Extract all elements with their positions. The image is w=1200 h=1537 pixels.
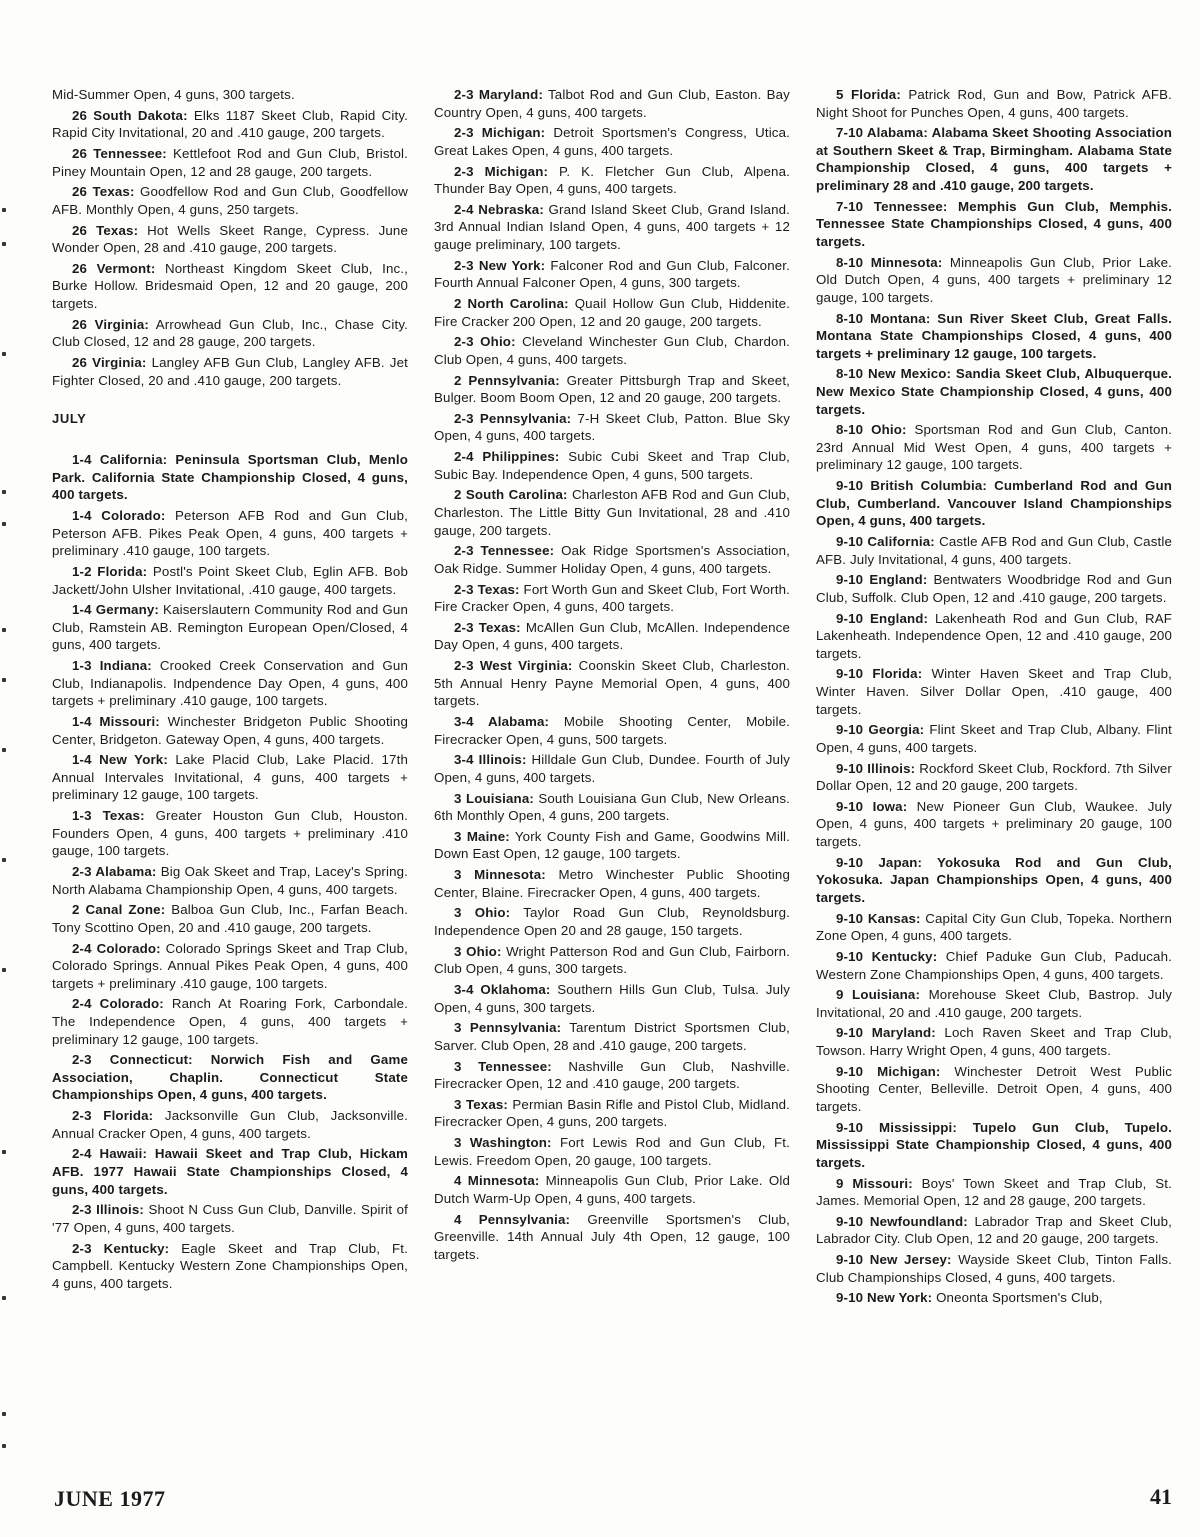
event-date-state: 3 Minnesota: [454,867,546,883]
event-details: Fort Worth Gun and Skeet Club, Fort Worth. Fire Cracker Open, 4 guns, 400 targets. [434,581,790,615]
event-listing [52,1240,408,1293]
event-details: Sandia Skeet Club, Albuquerque. New Mexico State Championship Closed, 4 guns, 400 targets. [816,366,1172,417]
event-listing [434,1058,790,1093]
event-details: Permian Basin Rifle and Pistol Club, Midland. Firecracker Open, 4 guns, 200 targets. [434,1096,790,1130]
event-date-state: 2-4 Colorado: [72,996,164,1012]
event-details: Crooked Creek Conservation and Gun Club, Indianapolis. Indpendence Day Open, 4 guns, 400 targets + preliminary .410 gauge, 100 targets. [52,658,408,709]
event-date-state: 2-3 Texas: [454,581,520,597]
event-details: Arrowhead Gun Club, Inc., Chase City. Club Closed, 12 and 28 gauge, 200 targets. [52,316,408,350]
event-listing [52,601,408,654]
event-details: Norwich Fish and Game Association, Chaplin. Connecticut State Championships Open, 4 guns, 400 targets. [52,1052,408,1103]
event-details: Winter Haven Skeet and Trap Club, Winter Haven. Silver Dollar Open, .410 gauge, 400 targets. [816,666,1172,717]
event-details: Southern Hills Gun Club, Tulsa. July Open, 4 guns, 300 targets. [434,981,790,1015]
event-details: Elks 1187 Skeet Club, Rapid City. Rapid City Invitational, 20 and .410 gauge, 200 targets. [52,107,408,141]
event-date-state: 4 Minnesota: [454,1173,540,1189]
event-details: Big Oak Skeet and Trap, Lacey's Spring. North Alabama Championship Open, 4 guns, 400 targets. [52,863,408,897]
event-details: Hot Wells Skeet Range, Cypress. June Wonder Open, 28 and .410 gauge, 200 targets. [52,222,408,256]
event-details: McAllen Gun Club, McAllen. Independence Day Open, 4 guns, 400 targets. [434,619,790,653]
event-details: Quail Hollow Gun Club, Hiddenite. Fire Cracker 200 Open, 12 and 20 gauge, 200 targets. [434,296,790,329]
event-date-state: 2-3 Maryland: [454,87,544,102]
event-listing [52,145,408,180]
event-listing [52,316,408,351]
event-listing [816,365,1172,418]
section-heading: JULY [52,411,87,427]
event-details: Rockford Skeet Club, Rockford. 7th Silver Dollar Open, 12 and 20 gauge, 200 targets. [816,760,1172,794]
event-listing [434,1211,790,1264]
event-details: Northeast Kingdom Skeet Club, Inc., Burke Hollow. Bridesmaid Open, 12 and 20 gauge, 200 targets. [52,260,408,311]
event-date-state: 2-4 Hawaii: [72,1146,148,1162]
event-date-state: 2 Canal Zone: [72,902,166,918]
event-details: Subic Cubi Skeet and Trap Club, Subic Bay. Independence Open, 4 guns, 500 targets. [434,449,790,482]
event-date-state: 9-10 Florida: [836,666,923,682]
event-listing [816,86,1172,121]
event-listing [434,257,790,292]
event-date-state: 26 Virginia: [72,354,147,370]
event-date-state: 9 Louisiana: [836,987,921,1003]
event-listing [434,866,790,901]
event-listing [816,910,1172,945]
event-date-state: 3 Pennsylvania: [454,1020,562,1036]
event-listing [52,901,408,936]
event-listing [52,863,408,898]
event-listing [52,563,408,598]
event-date-state: 1-4 Germany: [72,602,159,618]
event-details: Flint Skeet and Trap Club, Albany. Flint Open, 4 guns, 400 targets. [816,722,1172,755]
event-details: Memphis Gun Club, Memphis. Tennessee State Championships Closed, 4 guns, 400 targets. [816,198,1172,249]
event-listing [52,86,408,104]
event-details: Kaiserslautern Community Rod and Gun Club, Ramstein AB. Remington European Open/Closed, 4 guns, 400 targets. [52,602,408,653]
event-listing [434,542,790,577]
event-listing [816,1213,1172,1248]
event-date-state: 9-10 Kansas: [836,910,921,926]
event-details: Fort Lewis Rod and Gun Club, Ft. Lewis. Freedom Open, 20 gauge, 100 targets. [434,1135,790,1168]
event-details: Lakenheath Rod and Gun Club, RAF Lakenheath. Independence Open, 12 and .410 gauge, 200 targets. [816,610,1172,661]
event-date-state: 2-3 Michigan: [454,163,549,179]
event-details: Yokosuka Rod and Gun Club, Yokosuka. Japan Championships Open, 4 guns, 400 targets. [816,854,1172,905]
event-listing [434,295,790,330]
event-details: Peninsula Sportsman Club, Menlo Park. California State Championship Closed, 4 guns, 400 targets. [52,452,408,503]
event-details: Mobile Shooting Center, Mobile. Firecracker Open, 4 guns, 500 targets. [434,714,790,747]
event-date-state: 9 Missouri: [836,1175,913,1191]
event-details: Charleston AFB Rod and Gun Club, Charleston. The Little Bitty Gun Invitational, 28 and .410 gauge, 200 targets. [434,487,790,538]
scan-margin-marks [0,0,14,1537]
event-date-state: 3-4 Alabama: [454,714,550,729]
event-date-state: 2 Pennsylvania: [454,372,560,388]
event-date-state: 3 Ohio: [454,943,502,959]
page-number: 41 [1150,1484,1172,1509]
event-date-state: 3 Louisiana: [454,790,534,806]
event-details: Jacksonville Gun Club, Jacksonville. Annual Cracker Open, 4 guns, 400 targets. [52,1108,408,1141]
event-listing [434,619,790,654]
event-date-state: 9-10 New Jersey: [836,1252,952,1268]
event-listing [52,1201,408,1236]
event-listing [816,421,1172,474]
event-listing [434,790,790,825]
event-details: Cleveland Winchester Gun Club, Chardon. Club Open, 4 guns, 400 targets. [434,334,790,367]
event-listing [816,1175,1172,1210]
event-details: Alabama Skeet Shooting Association at Southern Skeet & Trap, Birmingham. Alabama State Championship Closed, 4 guns, 400 targets + preliminary 28 and .410 gauge, 200 targets. [816,125,1172,194]
event-date-state: 8-10 Minnesota: [836,254,943,270]
event-details: Cumberland Rod and Gun Club, Cumberland. Vancouver Island Championships Open, 4 guns, 400 targets. [816,478,1172,529]
event-date-state: 26 Texas: [72,222,139,238]
event-listing [816,254,1172,307]
event-details: Greater Pittsburgh Trap and Skeet, Bulger. Boom Boom Open, 12 and 20 gauge, 200 targets. [434,372,790,406]
event-date-state: 9-10 Illinois: [836,760,916,776]
event-date-state: 26 Texas: [72,184,135,200]
event-details: Castle AFB Rod and Gun Club, Castle AFB. July Invitational, 4 guns, 400 targets. [816,534,1172,567]
event-details: Wayside Skeet Club, Tinton Falls. Club Championships Closed, 4 guns, 400 targets. [816,1252,1172,1285]
event-details: Metro Winchester Public Shooting Center, Blaine. Firecracker Open, 4 guns, 400 targets. [434,867,790,900]
event-details: South Louisiana Gun Club, New Orleans. 6th Monthly Open, 4 guns, 200 targets. [434,790,790,824]
event-listing [434,163,790,198]
event-listing [52,354,408,389]
event-date-state: 2-3 Pennsylvania: [454,410,572,426]
event-date-state: 9-10 New York: [836,1290,933,1306]
event-date-state: 8-10 Ohio: [836,422,907,438]
event-listing [434,943,790,978]
event-details: Hilldale Gun Club, Dundee. Fourth of July Open, 4 guns, 400 targets. [434,752,790,785]
event-listing [52,995,408,1048]
event-listing [816,854,1172,907]
event-details: Winchester Detroit West Public Shooting Center, Belleville. Detroit Open, 4 guns, 400 targets. [816,1063,1172,1114]
event-date-state: 2-4 Colorado: [72,940,161,956]
event-details: Chief Paduke Gun Club, Paducah. Western Zone Championships Open, 4 guns, 400 targets. [816,948,1172,982]
event-date-state: 2-3 Illinois: [72,1202,145,1218]
event-details: 7-H Skeet Club, Patton. Blue Sky Open, 4 guns, 400 targets. [434,410,790,444]
event-date-state: 2-3 West Virginia: [454,658,573,674]
event-listing [52,222,408,257]
event-listing [434,581,790,616]
event-date-state: 7-10 Tennessee: [836,198,948,214]
event-listing [816,1251,1172,1286]
event-listing [434,981,790,1016]
event-listing [52,107,408,142]
event-details: Detroit Sportsmen's Congress, Utica. Great Lakes Open, 4 guns, 400 targets. [434,125,790,158]
event-date-state: 9-10 England: [836,610,929,626]
event-listing [52,807,408,860]
event-listing [816,1024,1172,1059]
event-listing [816,310,1172,363]
event-date-state: 9-10 Georgia: [836,722,925,738]
event-date-state: 9-10 Iowa: [836,798,908,814]
event-listing [52,183,408,218]
event-listing [816,721,1172,756]
event-date-state: 1-3 Indiana: [72,658,152,674]
event-listing [434,657,790,710]
event-date-state: 1-4 Missouri: [72,713,160,729]
event-details: Taylor Road Gun Club, Reynoldsburg. Independence Open 20 and 28 gauge, 150 targets. [434,905,790,938]
event-details: Peterson AFB Rod and Gun Club, Peterson AFB. Pikes Peak Open, 4 guns, 400 targets + preliminary .410 gauge, 100 targets. [52,508,408,559]
event-listing [816,533,1172,568]
event-listing [52,751,408,804]
event-details: Talbot Rod and Gun Club, Easton. Bay Country Open, 4 guns, 400 targets. [434,87,790,120]
event-details: Wright Patterson Rod and Gun Club, Fairborn. Club Open, 4 guns, 300 targets. [434,943,790,977]
event-listing [52,1145,408,1198]
issue-date: JUNE 1977 [54,1486,166,1511]
event-listing [816,1119,1172,1172]
event-details: Greenville Sportsmen's Club, Greenville. 14th Annual July 4th Open, 12 gauge, 100 targets. [434,1211,790,1262]
event-date-state: 3 Texas: [454,1096,508,1112]
event-date-state: 26 Vermont: [72,260,156,276]
event-date-state: 2-3 New York: [454,257,546,273]
event-details: Minneapolis Gun Club, Prior Lake. Old Dutch Warm-Up Open, 4 guns, 400 targets. [434,1173,790,1206]
event-listing [434,751,790,786]
event-details: Capital City Gun Club, Topeka. Northern Zone Open, 4 guns, 400 targets. [816,910,1172,944]
event-listing [434,448,790,483]
event-date-state: 2 South Carolina: [454,487,568,503]
event-date-state: 9-10 Mississippi: [836,1119,957,1135]
event-listing [52,1107,408,1142]
event-details: Loch Raven Skeet and Trap Club, Towson. Harry Wright Open, 4 guns, 400 targets. [816,1025,1172,1059]
event-listing [434,333,790,368]
event-listing [816,665,1172,718]
event-listing [52,260,408,313]
event-date-state: 9-10 Newfoundland: [836,1213,968,1229]
event-date-state: 2 North Carolina: [454,296,569,311]
event-date-state: 8-10 Montana: [836,310,931,326]
event-details: Winchester Bridgeton Public Shooting Center, Bridgeton. Gateway Open, 4 guns, 400 targets. [52,713,408,747]
event-date-state: 1-4 Colorado: [72,508,166,524]
event-details: Boys' Town Skeet and Trap Club, St. James. Memorial Open, 12 and 28 gauge, 200 targets. [816,1175,1172,1209]
event-listing [52,451,408,504]
event-date-state: 2-4 Nebraska: [454,201,544,217]
event-listing [434,86,790,121]
event-listing [434,372,790,407]
event-date-state: 9-10 Japan: [836,854,923,870]
column-1 [52,86,408,1486]
event-details: Greater Houston Gun Club, Houston. Founders Open, 4 guns, 400 targets + preliminary .410 gauge, 100 targets. [52,808,408,859]
event-details: Langley AFB Gun Club, Langley AFB. Jet Fighter Closed, 20 and .410 gauge, 200 targets. [52,354,408,388]
event-listing [434,713,790,748]
event-details: Sun River Skeet Club, Great Falls. Montana State Championships Closed, 4 guns, 400 targets + preliminary 12 gauge, 100 targets. [816,310,1172,361]
event-listing [52,940,408,993]
event-date-state: 26 South Dakota: [72,107,188,123]
event-details: Patrick Rod, Gun and Bow, Patrick AFB. Night Shoot for Punches Open, 4 guns, 400 targets. [816,87,1172,120]
event-listing [816,948,1172,983]
event-details: Balboa Gun Club, Inc., Farfan Beach. Tony Scottino Open, 20 and .410 gauge, 200 targets. [52,902,408,935]
event-date-state: 3 Washington: [454,1135,552,1151]
event-date-state: 2-3 Tennessee: [454,543,555,559]
event-listing [816,610,1172,663]
event-listing [816,798,1172,851]
event-details: Coonskin Skeet Club, Charleston. 5th Annual Henry Payne Memorial Open, 4 guns, 400 targets. [434,658,790,709]
event-details: Colorado Springs Skeet and Trap Club, Colorado Springs. Annual Pikes Peak Open, 4 guns, 400 targets + preliminary .410 gauge, 100 targets. [52,940,408,991]
event-details: Oak Ridge Sportsmen's Association, Oak Ridge. Summer Holiday Open, 4 guns, 400 targets. [434,543,790,576]
event-details: Sportsman Rod and Gun Club, Canton. 23rd Annual Mid West Open, 4 guns, 400 targets + preliminary 12 gauge, 100 targets. [816,422,1172,473]
event-listing [52,507,408,560]
event-details: Tupelo Gun Club, Tupelo. Mississippi State Championship Closed, 4 guns, 400 targets. [816,1119,1172,1170]
event-date-state: 3-4 Illinois: [454,752,527,768]
event-date-state: 4 Pennsylvania: [454,1211,571,1227]
event-date-state: 1-4 California: [72,452,168,468]
event-date-state: 7-10 Alabama: [836,125,928,141]
event-details: Minneapolis Gun Club, Prior Lake. Old Dutch Open, 4 guns, 400 targets + preliminary 12 gauge, 100 targets. [816,254,1172,305]
event-listing [434,486,790,539]
event-details: Eagle Skeet and Trap Club, Ft. Campbell. Kentucky Western Zone Championships Open, 4 guns, 400 targets. [52,1240,408,1291]
event-details: Goodfellow Rod and Gun Club, Goodfellow AFB. Monthly Open, 4 guns, 250 targets. [52,184,408,217]
event-details: Shoot N Cuss Gun Club, Danville. Spirit of '77 Open, 4 guns, 400 targets. [52,1202,408,1235]
event-date-state: 2-3 Connecticut: [72,1052,193,1068]
event-details: Ranch At Roaring Fork, Carbondale. The Independence Open, 4 guns, 400 targets + preliminary 12 gauge, 100 targets. [52,996,408,1047]
event-details: Kettlefoot Rod and Gun Club, Bristol. Piney Mountain Open, 12 and 28 gauge, 200 targets. [52,145,408,179]
event-details: Nashville Gun Club, Nashville. Firecracker Open, 12 and .410 gauge, 200 targets. [434,1058,790,1092]
event-listing [816,1289,1172,1307]
event-date-state: 9-10 Michigan: [836,1063,941,1079]
event-details: Grand Island Skeet Club, Grand Island. 3rd Annual Indian Island Open, 4 guns, 400 targets + 12 gauge preliminary, 100 targets. [434,201,790,253]
event-details: Lake Placid Club, Lake Placid. 17th Annual Intervales Invitational, 4 guns, 400 targets + preliminary 12 gauge, 100 targets. [52,752,408,803]
event-details: Morehouse Skeet Club, Bastrop. July Invitational, 20 and .410 gauge, 200 targets. [816,987,1172,1020]
event-date-state: 3 Ohio: [454,905,511,921]
event-details: Bentwaters Woodbridge Rod and Gun Club, Suffolk. Club Open, 12 and .410 gauge, 200 targets. [816,572,1172,605]
event-listing [434,201,790,254]
event-listing [434,1172,790,1207]
event-details: P. K. Fletcher Gun Club, Alpena. Thunder Bay Open, 4 guns, 400 targets. [434,163,790,197]
event-listing [434,124,790,159]
event-listing [816,124,1172,194]
event-listing [52,657,408,710]
event-listing [816,198,1172,251]
event-listing [434,1019,790,1054]
event-listing [434,1134,790,1169]
event-listing [816,1063,1172,1116]
event-date-state: 9-10 Maryland: [836,1025,936,1041]
event-date-state: 3 Tennessee: [454,1058,552,1074]
event-date-state: 9-10 California: [836,534,935,549]
column-2 [434,86,790,1486]
event-listing [816,571,1172,606]
event-listing [434,828,790,863]
event-date-state: 26 Virginia: [72,316,149,332]
event-date-state: 3-4 Oklahoma: [454,981,551,997]
event-date-state: 2-3 Michigan: [454,125,546,141]
event-details: Postl's Point Skeet Club, Eglin AFB. Bob Jackett/John Ulsher Invitational, .410 gauge, 400 targets. [52,563,408,597]
event-listing [816,760,1172,795]
event-date-state: 9-10 Kentucky: [836,948,938,964]
event-listing [816,477,1172,530]
event-details: York County Fish and Game, Goodwins Mill. Down East Open, 12 gauge, 100 targets. [434,828,790,862]
event-date-state: 26 Tennessee: [72,145,167,161]
event-details: Falconer Rod and Gun Club, Falconer. Fourth Annual Falconer Open, 4 guns, 300 targets. [434,257,790,291]
event-details: New Pioneer Gun Club, Waukee. July Open, 4 guns, 400 targets + preliminary 20 gauge, 100 targets. [816,798,1172,850]
event-listing [816,986,1172,1021]
event-date-state: 1-3 Texas: [72,808,145,824]
event-date-state: 1-4 New York: [72,752,168,768]
event-date-state: 1-2 Florida: [72,563,148,579]
event-details: Oneonta Sportsmen's Club, [932,1290,1103,1306]
event-date-state: 3 Maine: [454,828,510,844]
column-3 [816,86,1172,1486]
event-date-state: 2-3 Texas: [454,619,521,635]
event-date-state: 2-3 Alabama: [72,863,157,879]
event-date-state: 5 Florida: [836,87,901,102]
event-listing [434,1096,790,1131]
event-details: Tarentum District Sportsmen Club, Sarver. Club Open, 28 and .410 gauge, 200 targets. [434,1020,790,1053]
event-listing [52,1051,408,1104]
event-details: Mid-Summer Open, 4 guns, 300 targets. [52,87,295,102]
event-date-state: 2-3 Ohio: [454,334,516,350]
event-date-state: 2-3 Florida: [72,1108,154,1124]
listing-columns [52,86,1172,1486]
event-details: Hawaii Skeet and Trap Club, Hickam AFB. 1977 Hawaii State Championships Closed, 4 guns, 400 targets. [52,1146,408,1197]
event-details: Labrador Trap and Skeet Club, Labrador City. Club Open, 12 and 20 gauge, 200 targets. [816,1213,1172,1247]
event-listing [52,713,408,748]
event-date-state: 9-10 British Columbia: [836,478,987,494]
event-listing [434,410,790,445]
event-listing [434,904,790,939]
event-date-state: 9-10 England: [836,572,928,588]
event-date-state: 2-3 Kentucky: [72,1240,170,1256]
event-date-state: 8-10 New Mexico: [836,366,952,382]
event-date-state: 2-4 Philippines: [454,449,560,465]
